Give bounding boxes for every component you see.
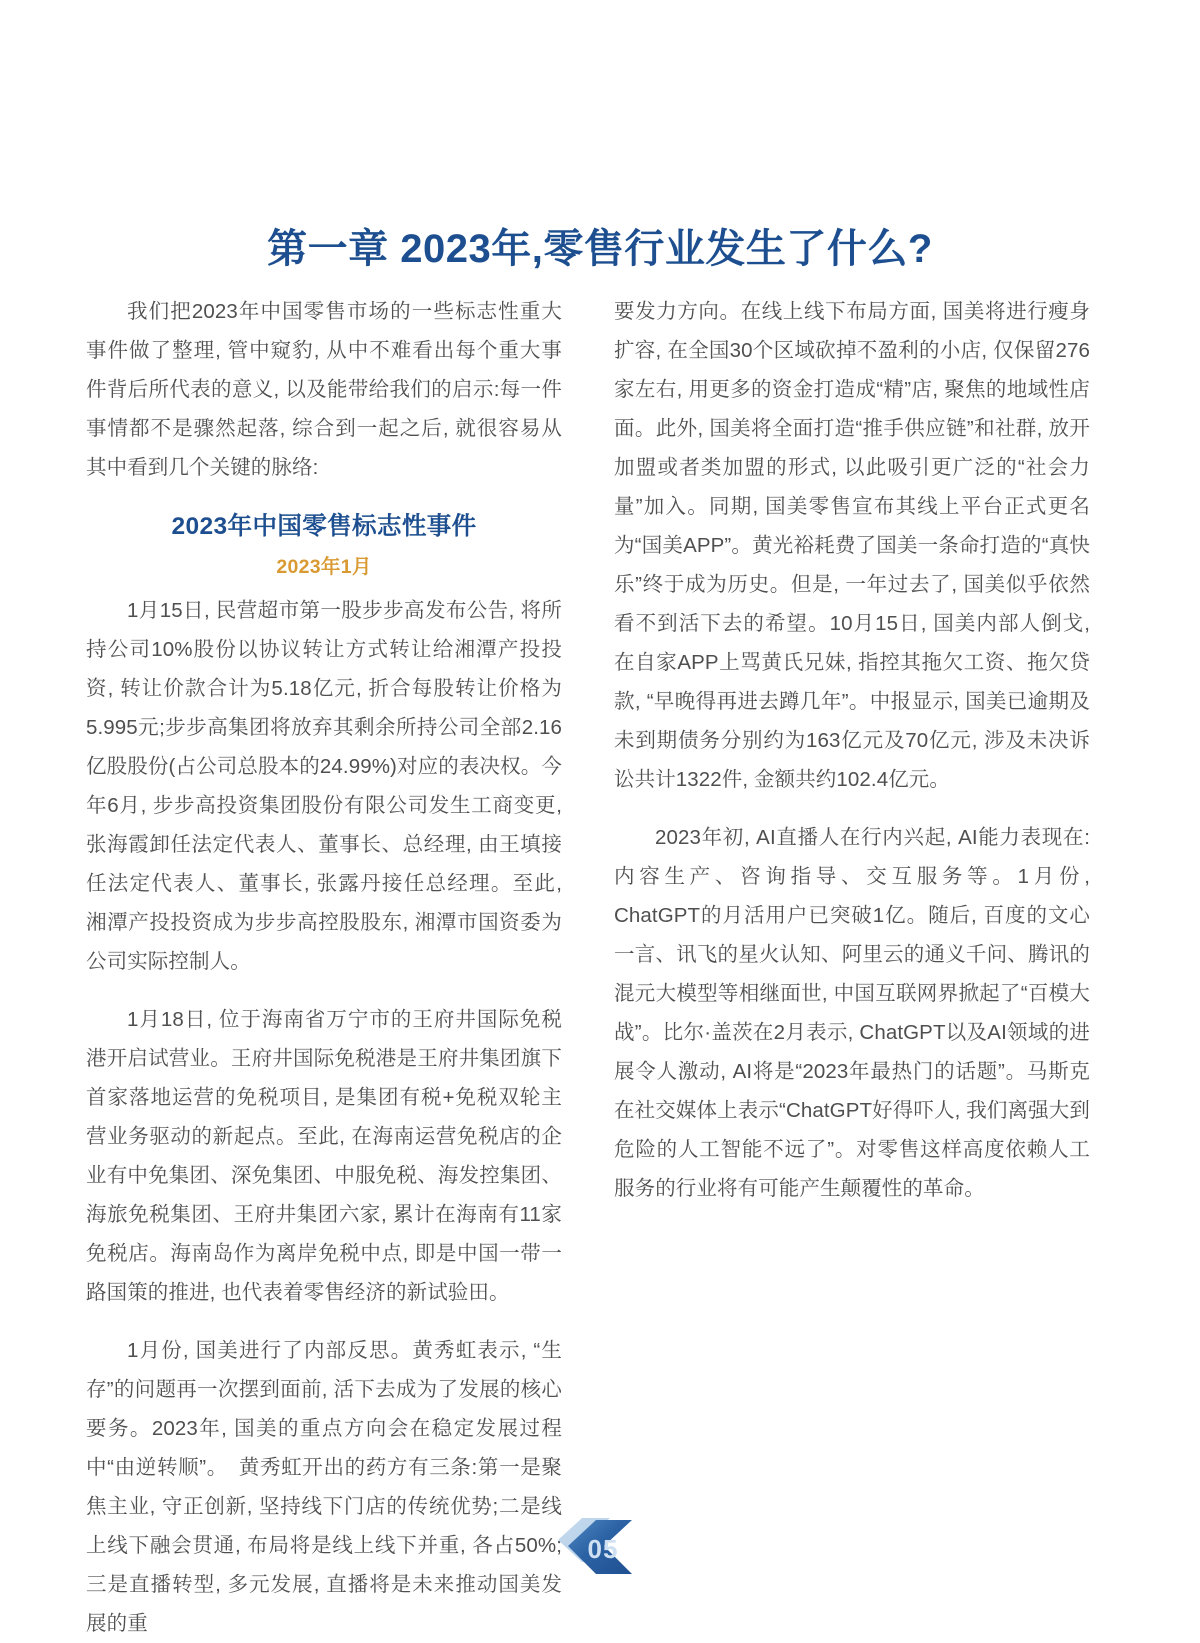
section-heading: 2023年中国零售标志性事件	[171, 513, 477, 540]
page-number-badge	[552, 1502, 648, 1590]
paragraph: 2023年初, AI直播人在行内兴起, AI能力表现在:内容生产、咨询指导、交互服务等。1月份, ChatGPT的月活用户已突破1亿。随后, 百度的文心一言、讯飞的星火认知、阿里云的通义千问、腾讯的混元大模型等相继面世, 中国互联网界掀起了“百模大战”。比尔·盖茨在2月表示, ChatGPT以及AI领域的进展令人激动, AI将是“2023年最热门的话题”。马斯克在社交媒体上表示“ChatGPT好得吓人, 我们离强大到危险的人工智能不远了”。对零售这样高度依赖人工服务的行业将有可能产生颠覆性的革命。	[614, 826, 1090, 1200]
paragraph: 1月份, 国美进行了内部反思。黄秀虹表示, “生存”的问题再一次摆到面前, 活下去成为了发展的核心要务。2023年, 国美的重点方向会在稳定发展过程中“由逆转顺”。 黄秀虹开出的药方有三条:第一是聚焦主业, 守正创新, 坚持线下门店的传统优势;二是线上线下融会贯通, 布局将是线上线下并重, 各占50%;三是直播转型, 多元发展, 直播将是未来推动国美发展的重	[86, 1338, 562, 1635]
paragraph: 1月15日, 民营超市第一股步步高发布公告, 将所持公司10%股份以协议转让方式转让给湘潭产投投资, 转让价款合计为5.18亿元, 折合每股转让价格为5.995元;步步高集团将放弃其剩余所持公司全部2.16亿股股份(占公司总股本的24.99%)对应的表决权。今年6月, 步步高投资集团股份有限公司发生工商变更, 张海霞卸任法定代表人、董事长、总经理, 由王填接任法定代表人、董事长, 张露丹接任总经理。至此, 湘潭产投投资成为步步高控股股东, 湘潭市国资委为公司实际控制人。	[86, 598, 562, 973]
paragraph: 我们把2023年中国零售市场的一些标志性重大事件做了整理, 管中窥豹, 从中不难看出每个重大事件背后所代表的意义, 以及能带给我们的启示:每一件事情都不是骤然起落, 综合到一起之后, 就很容易从其中看到几个关键的脉络:	[86, 300, 562, 479]
page-title: 第一章 2023年,零售行业发生了什么?	[267, 226, 933, 271]
right-column	[614, 292, 1090, 1472]
paragraph: 要发力方向。在线上线下布局方面, 国美将进行瘦身扩容, 在全国30个区域砍掉不盈利的小店, 仅保留276家左右, 用更多的资金打造成“精”店, 聚焦的地域性店面。此外, 国美将全面打造“推手供应链”和社群, 放开加盟或者类加盟的形式, 以此吸引更广泛的“社会力量”加入。同期, 国美零售宣布其线上平台正式更名为“国美APP”。黄光裕耗费了国美一条命打造的“真快乐”终于成为历史。但是, 一年过去了, 国美似乎依然看不到活下去的希望。10月15日, 国美内部人倒戈, 在自家APP上骂黄氏兄妹, 指控其拖欠工资、拖欠贷款, “早晚得再进去蹲几年”。中报显示, 国美已逾期及未到期债务分别约为163亿元及70亿元, 涉及未决诉讼共计1322件, 金额共约102.4亿元。	[614, 300, 1090, 791]
left-column	[86, 292, 562, 1635]
paragraph: 1月18日, 位于海南省万宁市的王府井国际免税港开启试营业。王府井国际免税港是王府井集团旗下首家落地运营的免税项目, 是集团有税+免税双轮主营业务驱动的新起点。至此, 在海南运营免税店的企业有中免集团、深免集团、中服免税、海发控集团、海旅免税集团、王府井集团六家, 累计在海南有11家免税店。海南岛作为离岸免税中点, 即是中国一带一路国策的推进, 也代表着零售经济的新试验田。	[86, 1007, 562, 1304]
page-number: 05	[587, 1533, 619, 1564]
month-heading: 2023年1月	[276, 555, 372, 578]
